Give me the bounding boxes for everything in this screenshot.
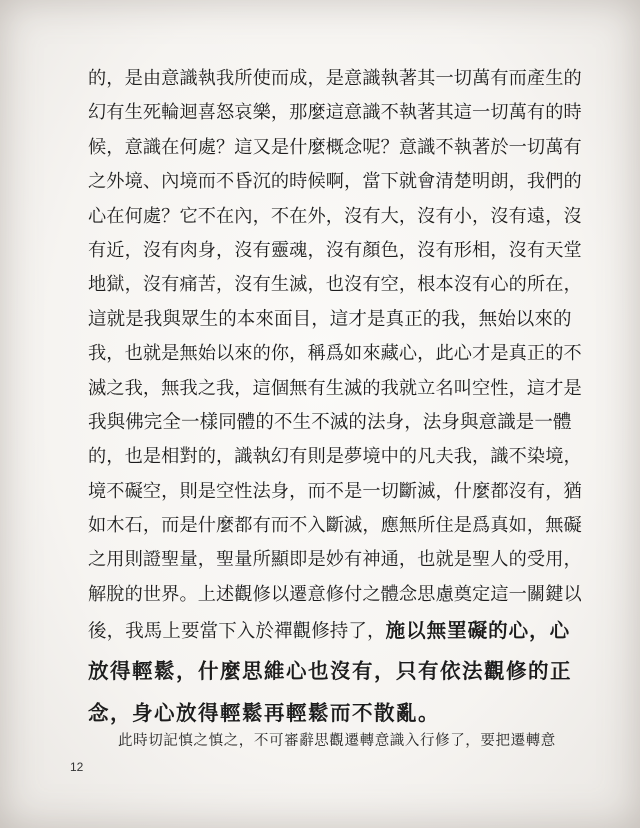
text-line: 我，也就是無始以來的你，稱爲如來藏心，此心才是真正的不: [88, 343, 582, 365]
text-line: 地獄，沒有痛苦，沒有生滅，也沒有空，根本沒有心的所在，: [88, 274, 582, 296]
text-line: 候，意識在何處？這又是什麼概念呢？意識不執著於一切萬有: [88, 136, 582, 158]
text-line: 滅之我，無我之我，這個無有生滅的我就立名叫空性，這才是: [88, 377, 582, 399]
bold-text-line: 念，身心放得輕鬆再輕鬆而不散亂。: [88, 701, 440, 726]
text-line: 這就是我與眾生的本來面目，這才是真正的我，無始以來的: [88, 308, 572, 330]
mixed-normal-text: 後，我馬上要當下入於禪觀修持了，: [88, 621, 386, 643]
text-line: 有近，沒有肉身，沒有靈魂，沒有顏色，沒有形相，沒有天堂: [88, 239, 582, 261]
text-line: 之外境、內境而不昏沉的時候啊，當下就會清楚明朗，我們的: [88, 171, 582, 193]
page-number: 12: [70, 760, 84, 774]
text-line: 我與佛完全一樣同體的不生不滅的法身，法身與意識是一體: [88, 411, 572, 433]
text-line: 心在何處？它不在內，不在外，沒有大，沒有小，沒有遠，沒: [88, 205, 582, 227]
text-line: 境不礙空，則是空性法身，而不是一切斷滅，什麼都沒有，猶: [88, 480, 582, 502]
bold-text-line: 放得輕鬆，什麼思維心也沒有，只有依法觀修的正: [88, 659, 572, 684]
mixed-text-line: [88, 612, 584, 650]
text-line: 解脫的世界。上述觀修以遷意修付之體念思慮奠定這一關鍵以: [88, 583, 582, 605]
text-line: 幻有生死輪迴喜怒哀樂，那麼這意識不執著其這一切萬有的時: [88, 102, 582, 124]
text-line: 如木石，而是什麼都有而不入斷滅，應無所住是爲真如，無礙: [88, 515, 582, 537]
text-line: 之用則證聖量，聖量所顯即是妙有神通，也就是聖人的受用，: [88, 549, 582, 571]
mixed-bold-text: 施以無罣礙的心，心: [385, 619, 571, 643]
truncated-text-line: 此時切記慎之慎之，不可審辭思觀遷轉意識入行修了，要把遷轉意: [118, 733, 556, 749]
text-line: 的，也是相對的，識執幻有則是夢境中的凡夫我，識不染境，: [88, 446, 582, 468]
body-text: [88, 62, 584, 734]
text-line: 的，是由意識執我所使而成，是意識執著其一切萬有而產生的: [88, 68, 582, 89]
